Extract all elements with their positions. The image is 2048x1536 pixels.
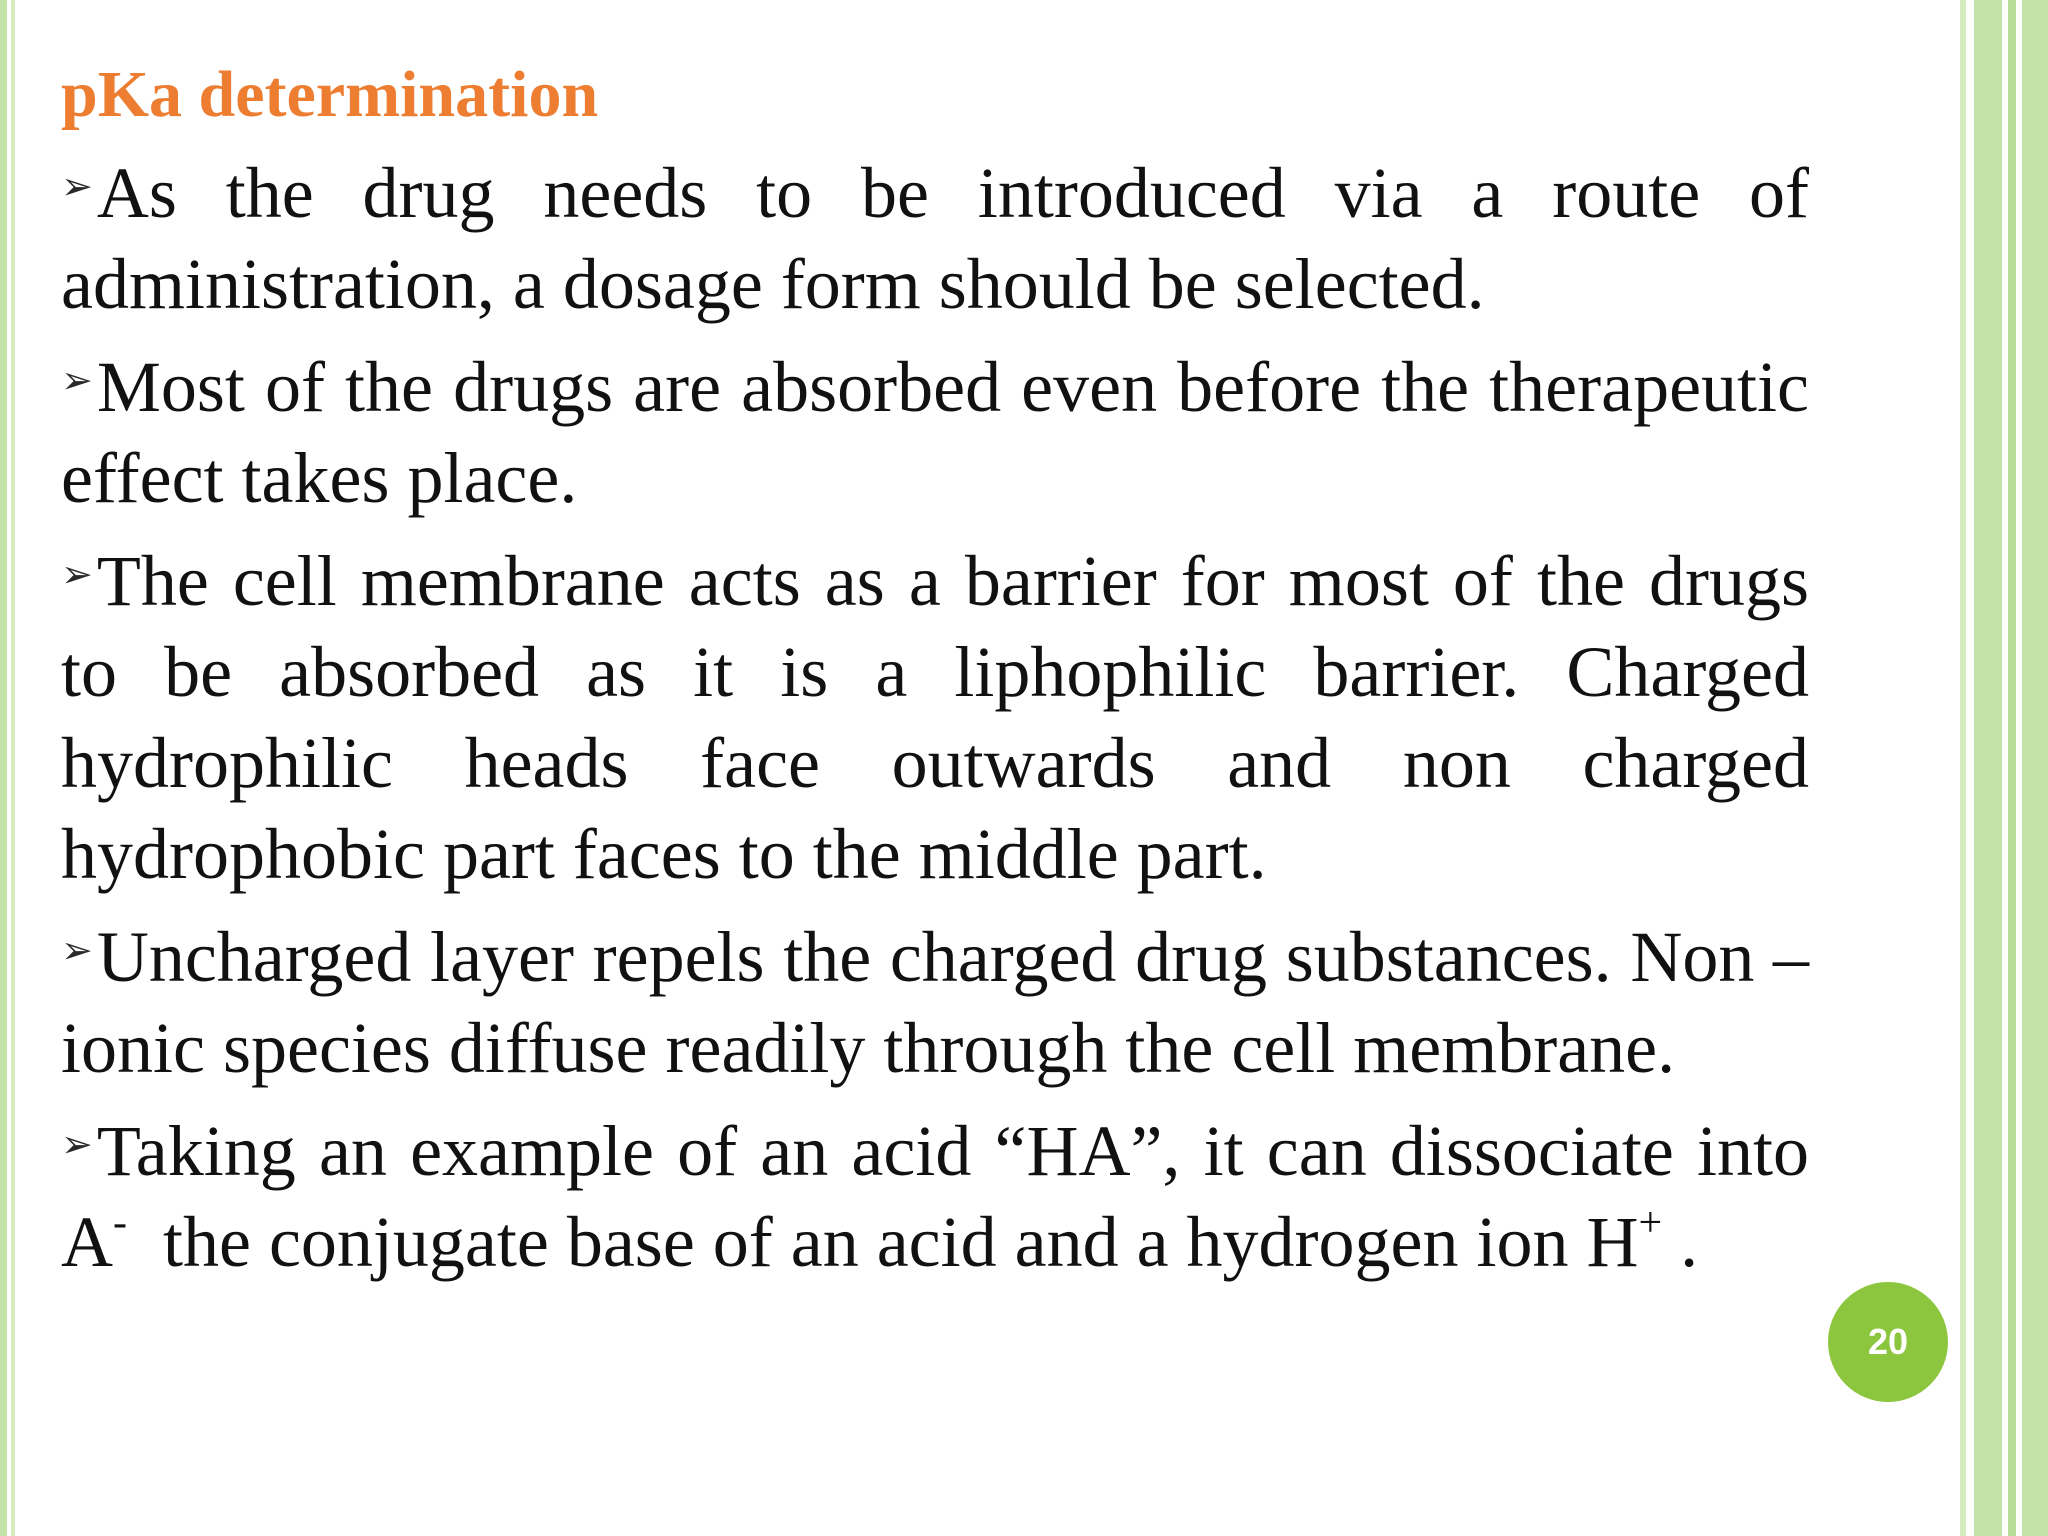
right-border-rule-dark <box>2008 0 2016 1536</box>
bullet-text: Most of the drugs are absorbed even before the therapeutic effect takes place. <box>61 347 1809 518</box>
page-number-badge: 20 <box>1828 1282 1948 1402</box>
bullet-item <box>61 536 1809 900</box>
bullet-text-part: . <box>1662 1202 1699 1282</box>
arrow-bullet-icon: ➢ <box>61 930 93 972</box>
arrow-bullet-icon: ➢ <box>61 360 93 402</box>
right-border-rule-outer <box>2022 0 2048 1536</box>
superscript-minus: - <box>113 1200 127 1246</box>
superscript-plus: + <box>1638 1200 1663 1246</box>
left-border-rule <box>0 0 7 1536</box>
bullet-text-part: Taking an example of an acid “HA”, it can dissociate into A <box>61 1111 1809 1282</box>
bullet-text: The cell membrane acts as a barrier for most of the drugs to be absorbed as it is a liphophilic barrier. Charged hydrophilic heads face outwards and non charged hydrophobic part faces to the middle part. <box>61 541 1809 894</box>
bullet-text-part: the conjugate base of an acid and a hydrogen ion H <box>127 1202 1639 1282</box>
bullet-item <box>61 342 1809 524</box>
bullet-item <box>61 148 1809 330</box>
left-border-rule-thin <box>11 0 15 1536</box>
right-border-rule-thin <box>1960 0 1966 1536</box>
arrow-bullet-icon: ➢ <box>61 1124 93 1166</box>
bullet-text: Uncharged layer repels the charged drug substances. Non – ionic species diffuse readily through the cell membrane. <box>61 917 1809 1088</box>
slide-title: pKa determination <box>61 58 599 131</box>
arrow-bullet-icon: ➢ <box>61 166 93 208</box>
right-border-rule <box>1974 0 2002 1536</box>
slide-content <box>61 48 1809 1300</box>
bullet-item <box>61 1106 1809 1288</box>
bullet-item <box>61 912 1809 1094</box>
arrow-bullet-icon: ➢ <box>61 554 93 596</box>
bullet-text: As the drug needs to be introduced via a route of administration, a dosage form should be selected. <box>61 153 1809 324</box>
